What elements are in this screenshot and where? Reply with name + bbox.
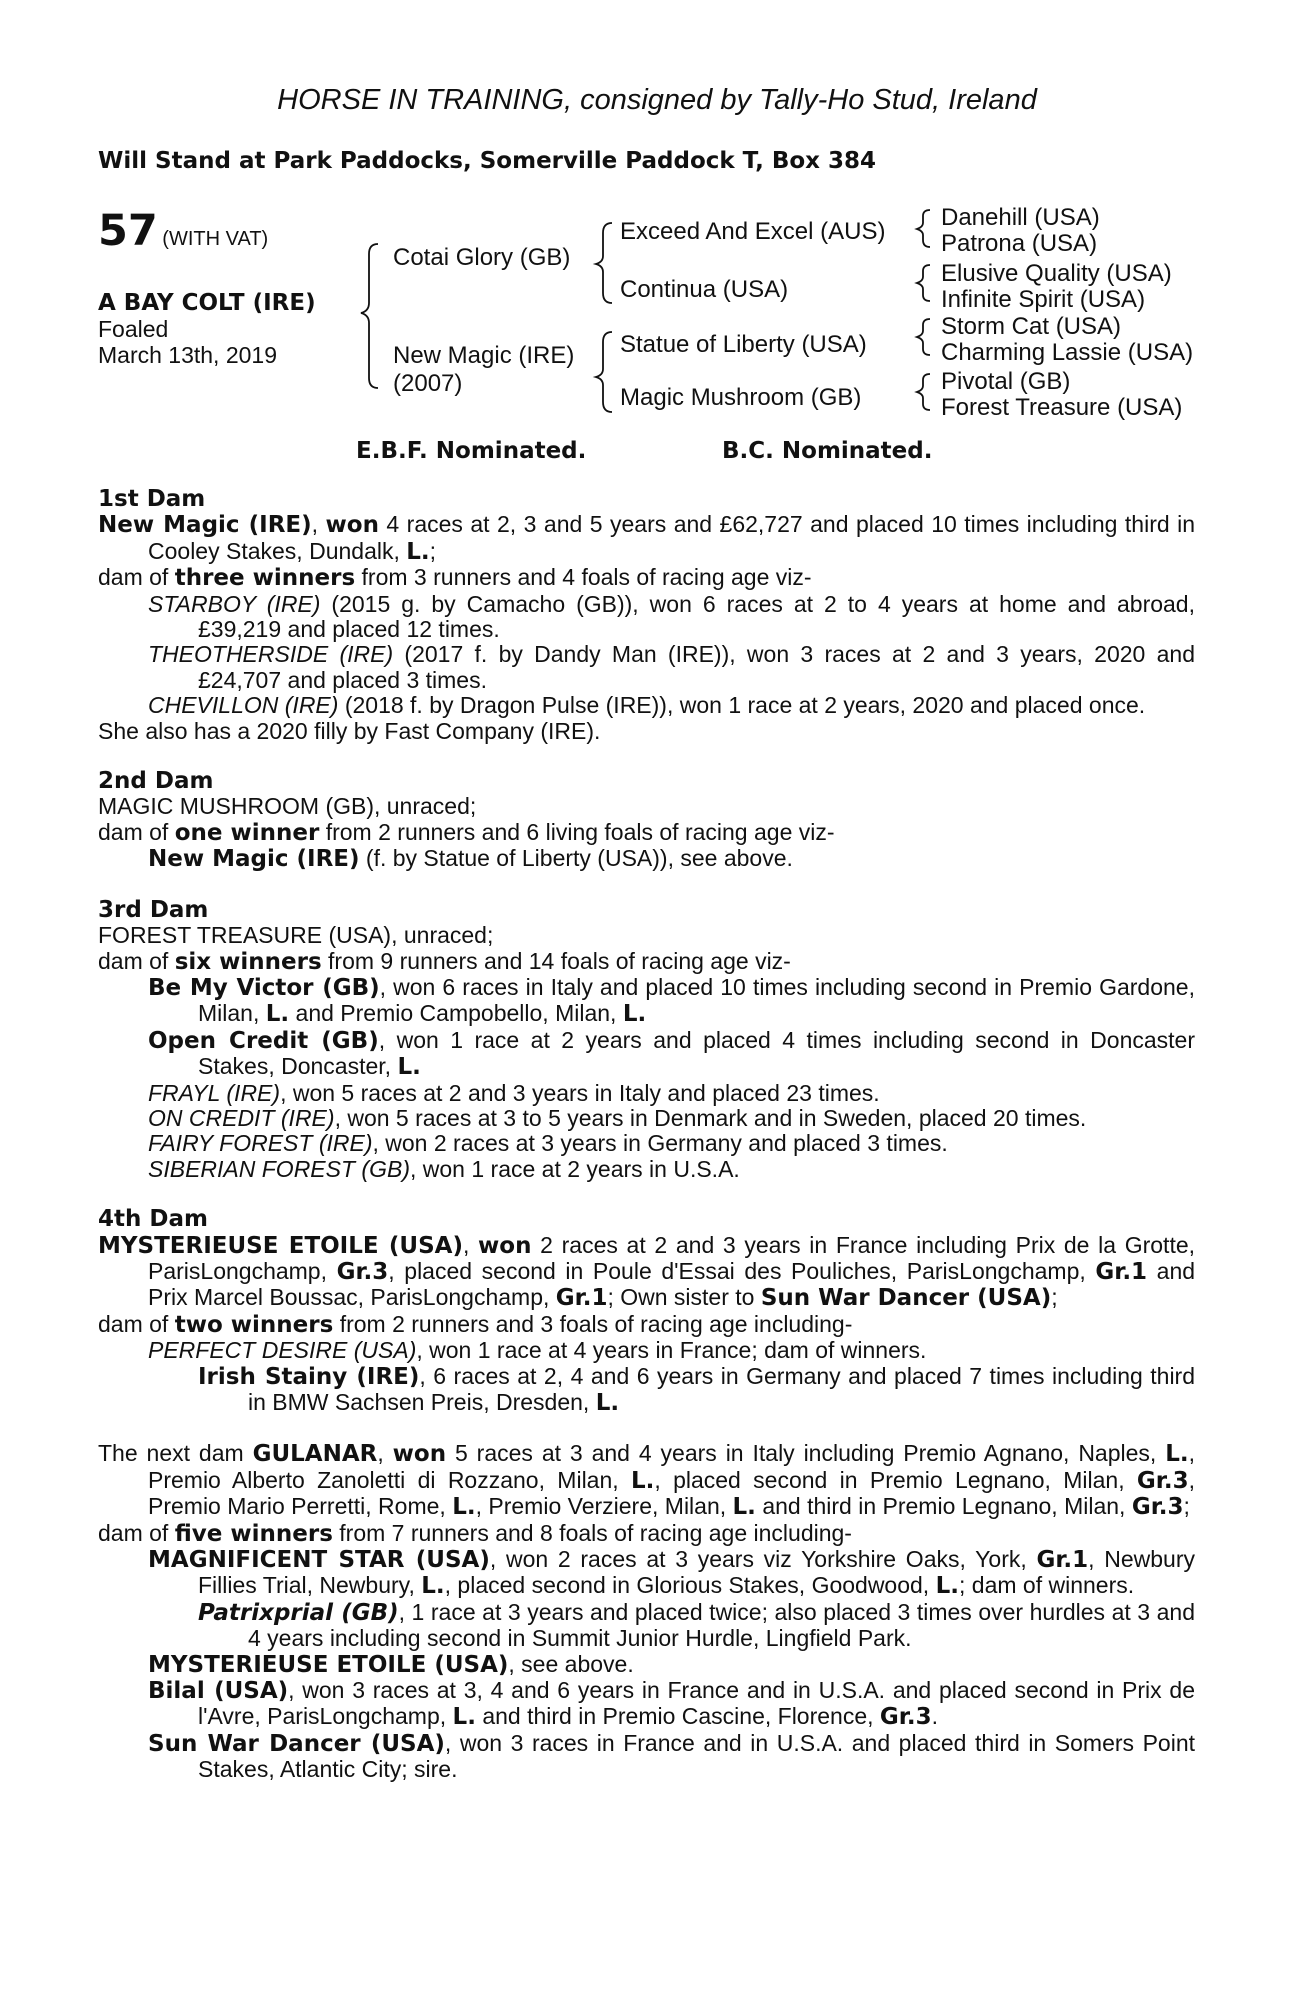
first-dam-record-text: 4 races at 2, 3 and 5 years and £62,727 and placed 10 times including third in Cooley Stakes, Dundalk, bbox=[148, 511, 1196, 564]
foaled-label: Foaled bbox=[98, 316, 169, 342]
next-dam-name: GULANAR bbox=[252, 1441, 378, 1468]
progeny-chevillon bbox=[98, 693, 1195, 718]
progeny-text: , won 1 race at 2 years in U.S.A. bbox=[409, 1155, 740, 1182]
sire-dam-dam: Infinite Spirit (USA) bbox=[941, 286, 1146, 313]
sire-sire-dam: Patrona (USA) bbox=[941, 230, 1098, 257]
listed-label: L. bbox=[595, 1390, 620, 1416]
produce-a: dam of bbox=[98, 564, 169, 591]
progeny-name: Irish Stainy (IRE) bbox=[198, 1363, 420, 1390]
progeny-frayl bbox=[98, 1081, 1195, 1106]
progeny-text: and Premio Campobello, Milan, bbox=[295, 1000, 617, 1027]
lot-number: 57 bbox=[98, 206, 158, 256]
lot-name: A BAY COLT (IRE) bbox=[98, 290, 316, 316]
punct: ; bbox=[429, 537, 437, 564]
sire-dam: Continua (USA) bbox=[620, 276, 789, 303]
group-label: Gr.1 bbox=[555, 1285, 608, 1312]
record-text: 2 races at 2 and 3 years in France including Prix de la Grotte, ParisLongchamp, bbox=[148, 1231, 1196, 1284]
group-label: Gr.1 bbox=[1036, 1547, 1089, 1574]
progeny-name: Bilal (USA) bbox=[148, 1678, 289, 1705]
family-text bbox=[98, 487, 1195, 1783]
produce-c: from 2 runners and 6 living foals of racing age viz- bbox=[325, 818, 835, 845]
record-text: ; Own sister to bbox=[607, 1284, 755, 1311]
progeny-text: , won 1 race at 2 years and placed 4 times including second in Doncaster Stakes, Doncaster, bbox=[198, 1026, 1195, 1080]
progeny-magnificent-star bbox=[98, 1547, 1195, 1600]
dam-dam-dam: Forest Treasure (USA) bbox=[941, 394, 1183, 421]
sire-sire-sire: Danehill (USA) bbox=[941, 204, 1100, 231]
progeny-name: Patrixprial (GB) bbox=[198, 1599, 399, 1626]
progeny-name: MYSTERIEUSE ETOILE (USA) bbox=[148, 1651, 509, 1678]
progeny-be-my-victor bbox=[98, 975, 1195, 1028]
sister-name: Sun War Dancer (USA) bbox=[760, 1285, 1052, 1312]
listed-label: L. bbox=[397, 1054, 421, 1081]
record-text: 5 races at 3 and 4 years in Italy including Premio Agnano, Naples, bbox=[454, 1440, 1157, 1467]
progeny-text: , won 1 race at 4 years in France; dam of winners. bbox=[416, 1337, 927, 1364]
also-note: She also has a 2020 filly by Fast Company (IRE). bbox=[98, 717, 601, 744]
produce-winners: one winner bbox=[174, 819, 320, 846]
progeny-theotherside bbox=[98, 642, 1195, 693]
listed-label: L. bbox=[622, 1001, 647, 1028]
produce-c: from 2 runners and 3 foals of racing age including- bbox=[339, 1310, 853, 1337]
second-dam-name: MAGIC MUSHROOM (GB), unraced; bbox=[98, 793, 477, 820]
progeny-name: Open Credit (GB) bbox=[148, 1027, 379, 1054]
progeny-text: and third in Premio Cascine, Florence, bbox=[482, 1703, 874, 1730]
produce-a: dam of bbox=[98, 947, 169, 974]
sire-dam-sire: Elusive Quality (USA) bbox=[941, 260, 1172, 287]
progeny-name: New Magic (IRE) bbox=[148, 846, 360, 873]
fourth-dam-produce bbox=[98, 1312, 1195, 1338]
progeny-patrixprial bbox=[98, 1600, 1195, 1652]
dam-dam: Magic Mushroom (GB) bbox=[620, 384, 862, 411]
punct: ; bbox=[1051, 1284, 1058, 1311]
record-text: , placed second in Poule d'Essai des Pouliches, ParisLongchamp, bbox=[388, 1257, 1086, 1284]
listed-label: L. bbox=[406, 538, 430, 565]
next-dam-produce bbox=[98, 1521, 1195, 1547]
listed-label: L. bbox=[935, 1573, 959, 1600]
next-dam-record: The next dam GULANAR, won 5 races at 3 and 4 years in Italy including Premio Agnano, Naples, L., Premio Alberto Zanoletti di Rozzano, Milan, L., placed second in Premio Legnano, Milan, Gr.3, Premio Mario Perretti, Rome, L., Premio Verziere, Milan, L. and third in Premio Legnano, Milan, Gr.3; bbox=[98, 1440, 1196, 1521]
progeny-text: (2018 f. by Dragon Pulse (IRE)), won 1 race at 2 years, 2020 and placed once. bbox=[344, 692, 1146, 719]
progeny-irish-stainy bbox=[98, 1364, 1195, 1417]
second-dam-heading: 2nd Dam bbox=[98, 768, 214, 795]
listed-label: L. bbox=[452, 1494, 476, 1521]
progeny-text: , won 2 races at 3 years viz Yorkshire Oaks, York, bbox=[489, 1546, 1027, 1573]
listed-label: L. bbox=[421, 1573, 445, 1600]
record-text: and Prix Marcel Boussac, ParisLongchamp, bbox=[148, 1257, 1196, 1311]
fourth-dam-heading: 4th Dam bbox=[98, 1206, 208, 1233]
progeny-siberian-forest bbox=[98, 1157, 1195, 1182]
progeny-text: , won 2 races at 3 years in Germany and placed 3 times. bbox=[372, 1130, 948, 1157]
progeny-text: , placed second in Glorious Stakes, Goodwood, bbox=[444, 1572, 930, 1599]
won-label: won bbox=[325, 512, 379, 539]
progeny-text: (f. by Statue of Liberty (USA)), see above. bbox=[365, 845, 793, 872]
produce-winners: two winners bbox=[174, 1311, 334, 1338]
group-label: Gr.1 bbox=[1095, 1258, 1148, 1285]
page-title: HORSE IN TRAINING, consigned by Tally-Ho Stud, Ireland bbox=[277, 84, 1037, 116]
stand-location: Will Stand at Park Paddocks, Somerville Paddock T, Box 384 bbox=[98, 148, 877, 174]
progeny-text: , won 3 races in France and in U.S.A. and placed third in Somers Point Stakes, Atlantic City; sire. bbox=[198, 1729, 1196, 1783]
next-dam-intro: The next dam bbox=[98, 1440, 244, 1467]
vat-label: (WITH VAT) bbox=[162, 228, 269, 250]
foaled-date: March 13th, 2019 bbox=[98, 342, 278, 368]
produce-winners: three winners bbox=[174, 565, 356, 592]
progeny-name: SIBERIAN FOREST (GB) bbox=[148, 1155, 410, 1182]
listed-label: L. bbox=[452, 1704, 476, 1731]
record-text: , Premio Mario Perretti, Rome, bbox=[148, 1466, 1195, 1520]
progeny-sun-war-dancer bbox=[98, 1731, 1195, 1783]
progeny-text: (2017 f. by Dandy Man (IRE)), won 3 races at 2 and 3 years, 2020 and £24,707 and placed 3 times. bbox=[198, 641, 1195, 693]
dam-year: (2007) bbox=[393, 370, 463, 397]
listed-label: L. bbox=[1165, 1441, 1189, 1468]
fourth-dam-name: MYSTERIEUSE ETOILE (USA) bbox=[98, 1232, 463, 1259]
progeny-name: THEOTHERSIDE (IRE) bbox=[148, 641, 394, 668]
progeny-name: ON CREDIT (IRE) bbox=[148, 1104, 335, 1131]
progeny-text: (2015 g. by Camacho (GB)), won 6 races at 2 to 4 years at home and abroad, £39,219 and placed 12 times. bbox=[198, 590, 1195, 643]
first-dam-heading: 1st Dam bbox=[98, 486, 206, 512]
progeny-name: FRAYL (IRE) bbox=[148, 1079, 281, 1106]
dam-dam-sire: Pivotal (GB) bbox=[941, 368, 1071, 395]
won-label: won bbox=[478, 1232, 532, 1259]
progeny-name: Be My Victor (GB) bbox=[148, 974, 380, 1001]
progeny-on-credit bbox=[98, 1106, 1195, 1131]
progeny-text: , Newbury Fillies Trial, Newbury, bbox=[198, 1546, 1196, 1599]
group-label: Gr.3 bbox=[336, 1258, 389, 1285]
record-text: , Premio Verziere, Milan, bbox=[475, 1493, 727, 1520]
progeny-starboy bbox=[98, 592, 1195, 643]
fourth-dam-record: MYSTERIEUSE ETOILE (USA), won 2 races at 2 and 3 years in France including Prix de la Grotte, ParisLongchamp, Gr.3, placed second in Poule d'Essai des Pouliches, ParisLongchamp, Gr.1 and Prix Marcel Boussac, ParisLongchamp, Gr.1; Own sister to Sun War Dancer (USA); bbox=[98, 1231, 1196, 1312]
progeny-text: , won 5 races at 3 to 5 years in Denmark and in Sweden, placed 20 times. bbox=[334, 1104, 1087, 1131]
bc-nomination: B.C. Nominated. bbox=[722, 438, 933, 464]
produce-a: dam of bbox=[98, 1310, 169, 1337]
first-dam-produce bbox=[98, 565, 1195, 591]
produce-winners: six winners bbox=[174, 948, 322, 975]
progeny-bilal bbox=[98, 1678, 1195, 1731]
punct: . bbox=[931, 1703, 938, 1730]
progeny-text: , won 3 races at 3, 4 and 6 years in France and in U.S.A. and placed second in Prix de l'Avre, ParisLongchamp, bbox=[198, 1677, 1195, 1730]
third-dam-produce bbox=[98, 949, 1195, 975]
dam: New Magic (IRE) bbox=[393, 342, 575, 369]
progeny-name: MAGNIFICENT STAR (USA) bbox=[148, 1547, 490, 1574]
punct: ; bbox=[1183, 1493, 1190, 1520]
third-dam-name: FOREST TREASURE (USA), unraced; bbox=[98, 922, 494, 949]
progeny-name: CHEVILLON (IRE) bbox=[148, 692, 339, 719]
listed-label: L. bbox=[732, 1494, 756, 1521]
progeny-perfect-desire bbox=[98, 1338, 1195, 1363]
dam-sire-sire: Storm Cat (USA) bbox=[941, 313, 1122, 340]
dam-sire: Statue of Liberty (USA) bbox=[620, 331, 867, 358]
listed-label: L. bbox=[265, 1001, 290, 1028]
progeny-name: STARBOY (IRE) bbox=[148, 590, 321, 617]
produce-c: from 9 runners and 14 foals of racing age viz- bbox=[328, 947, 791, 974]
produce-a: dam of bbox=[98, 818, 169, 845]
sire-sire: Exceed And Excel (AUS) bbox=[620, 218, 886, 245]
progeny-new-magic bbox=[98, 846, 1195, 872]
record-text: and third in Premio Legnano, Milan, bbox=[762, 1493, 1126, 1520]
first-dam-record: New Magic (IRE), won 4 races at 2, 3 and 5 years and £62,727 and placed 10 times including third in Cooley Stakes, Dundalk, L.; bbox=[98, 511, 1196, 565]
dam-sire-dam: Charming Lassie (USA) bbox=[941, 339, 1194, 366]
progeny-name: PERFECT DESIRE (USA) bbox=[148, 1337, 417, 1364]
progeny-text: , 6 races at 2, 4 and 6 years in Germany and placed 7 times including third in BMW Sachsen Preis, Dresden, bbox=[248, 1362, 1195, 1415]
progeny-text: , won 5 races at 2 and 3 years in Italy and placed 23 times. bbox=[280, 1079, 880, 1106]
progeny-text: , won 6 races in Italy and placed 10 times including second in Premio Gardone, Milan, bbox=[198, 973, 1195, 1027]
group-label: Gr.3 bbox=[1131, 1494, 1184, 1521]
produce-c: from 3 runners and 4 foals of racing age viz- bbox=[361, 564, 812, 591]
listed-label: L. bbox=[630, 1467, 655, 1494]
progeny-name: Sun War Dancer (USA) bbox=[148, 1730, 445, 1757]
progeny-text: , see above. bbox=[508, 1650, 634, 1677]
won-label: won bbox=[392, 1441, 447, 1468]
progeny-fairy-forest bbox=[98, 1131, 1195, 1156]
record-text: , Premio Alberto Zanoletti di Rozzano, Milan, bbox=[148, 1440, 1196, 1493]
progeny-open-credit bbox=[98, 1028, 1195, 1081]
second-dam-produce bbox=[98, 820, 1195, 846]
progeny-text: ; dam of winners. bbox=[959, 1572, 1135, 1599]
progeny-name: FAIRY FOREST (IRE) bbox=[148, 1130, 373, 1157]
record-text: , placed second in Premio Legnano, Milan, bbox=[654, 1466, 1125, 1493]
produce-a: dam of bbox=[98, 1519, 169, 1546]
progeny-text: , 1 race at 3 years and placed twice; also placed 3 times over hurdles at 3 and 4 years including second in Summit Junior Hurdle, Lingfield Park. bbox=[248, 1598, 1195, 1652]
produce-winners: five winners bbox=[174, 1520, 333, 1547]
first-dam-name: New Magic (IRE) bbox=[98, 512, 312, 539]
group-label: Gr.3 bbox=[879, 1704, 932, 1731]
ebf-nomination: E.B.F. Nominated. bbox=[356, 438, 587, 464]
produce-c: from 7 runners and 8 foals of racing age including- bbox=[339, 1519, 852, 1546]
progeny-mysterieuse-etoile bbox=[98, 1652, 1195, 1678]
sire: Cotai Glory (GB) bbox=[393, 244, 571, 271]
third-dam-heading: 3rd Dam bbox=[98, 896, 209, 923]
group-label: Gr.3 bbox=[1136, 1467, 1189, 1494]
